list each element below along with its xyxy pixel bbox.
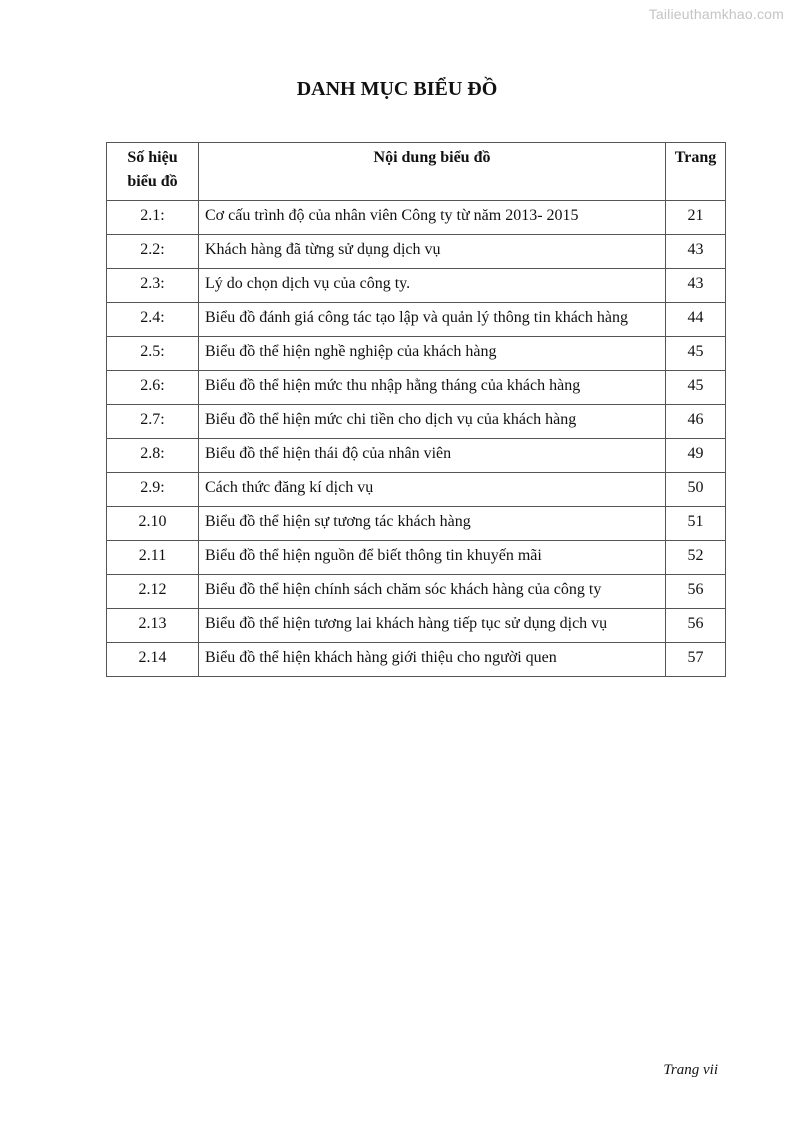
- row-page: 51: [666, 507, 726, 541]
- table-header-row: [107, 143, 726, 201]
- row-number: 2.11: [107, 541, 199, 575]
- row-page: 21: [666, 201, 726, 235]
- row-content: Biểu đồ đánh giá công tác tạo lập và quản lý thông tin khách hàng: [199, 303, 666, 337]
- row-content: Biểu đồ thể hiện tương lai khách hàng tiếp tục sử dụng dịch vụ: [199, 609, 666, 643]
- row-content: Biểu đồ thể hiện sự tương tác khách hàng: [199, 507, 666, 541]
- table-row: [107, 507, 726, 541]
- row-number: 2.3:: [107, 269, 199, 303]
- row-page: 57: [666, 643, 726, 677]
- row-page: 46: [666, 405, 726, 439]
- row-number: 2.14: [107, 643, 199, 677]
- row-page: 44: [666, 303, 726, 337]
- row-number: 2.1:: [107, 201, 199, 235]
- table-row: [107, 201, 726, 235]
- row-number: 2.6:: [107, 371, 199, 405]
- row-number: 2.13: [107, 609, 199, 643]
- header-page: Trang: [666, 143, 726, 201]
- row-number: 2.9:: [107, 473, 199, 507]
- header-number: Số hiệu biểu đồ: [107, 143, 199, 201]
- row-content: Khách hàng đã từng sử dụng dịch vụ: [199, 235, 666, 269]
- row-content: Cách thức đăng kí dịch vụ: [199, 473, 666, 507]
- table-row: [107, 541, 726, 575]
- row-content: Biểu đồ thể hiện mức thu nhập hằng tháng của khách hàng: [199, 371, 666, 405]
- table-row: [107, 303, 726, 337]
- page-number: Trang vii: [663, 1062, 718, 1078]
- table-row: [107, 337, 726, 371]
- table-row: [107, 609, 726, 643]
- row-number: 2.2:: [107, 235, 199, 269]
- row-number: 2.5:: [107, 337, 199, 371]
- table-row: [107, 439, 726, 473]
- row-content: Biểu đồ thể hiện nghề nghiệp của khách hàng: [199, 337, 666, 371]
- watermark: Tailieuthamkhao.com: [648, 6, 784, 22]
- table-body: [107, 201, 726, 677]
- page-title: DANH MỤC BIỂU ĐỒ: [296, 78, 498, 100]
- row-content: Biểu đồ thể hiện chính sách chăm sóc khách hàng của công ty: [199, 575, 666, 609]
- header-content: Nội dung biểu đồ: [199, 143, 666, 201]
- row-content: Cơ cấu trình độ của nhân viên Công ty từ năm 2013- 2015: [199, 201, 666, 235]
- chart-list-table: [106, 142, 726, 677]
- row-page: 56: [666, 609, 726, 643]
- row-page: 56: [666, 575, 726, 609]
- row-content: Biểu đồ thể hiện nguồn để biết thông tin khuyến mãi: [199, 541, 666, 575]
- row-page: 52: [666, 541, 726, 575]
- row-content: Biểu đồ thể hiện mức chi tiền cho dịch vụ của khách hàng: [199, 405, 666, 439]
- row-number: 2.7:: [107, 405, 199, 439]
- row-page: 43: [666, 235, 726, 269]
- table-row: [107, 371, 726, 405]
- table-row: [107, 235, 726, 269]
- row-page: 49: [666, 439, 726, 473]
- row-page: 50: [666, 473, 726, 507]
- row-page: 43: [666, 269, 726, 303]
- table-row: [107, 643, 726, 677]
- table-row: [107, 269, 726, 303]
- row-content: Biểu đồ thể hiện khách hàng giới thiệu cho người quen: [199, 643, 666, 677]
- row-page: 45: [666, 371, 726, 405]
- row-number: 2.8:: [107, 439, 199, 473]
- row-page: 45: [666, 337, 726, 371]
- row-number: 2.12: [107, 575, 199, 609]
- row-content: Biểu đồ thể hiện thái độ của nhân viên: [199, 439, 666, 473]
- row-number: 2.10: [107, 507, 199, 541]
- table-row: [107, 575, 726, 609]
- row-content: Lý do chọn dịch vụ của công ty.: [199, 269, 666, 303]
- row-number: 2.4:: [107, 303, 199, 337]
- table-row: [107, 405, 726, 439]
- table-row: [107, 473, 726, 507]
